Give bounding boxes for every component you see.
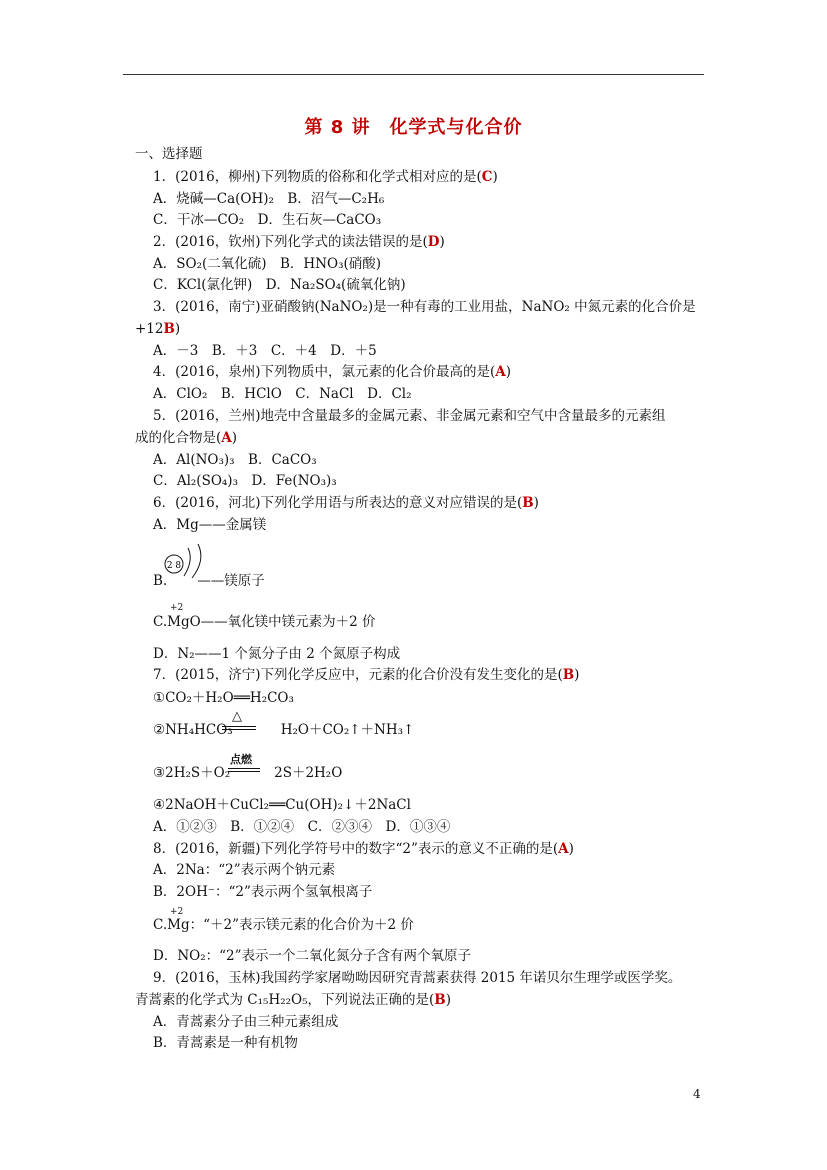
question-3: 3．(2016，南宁)亚硝酸钠(NaNO₂)是一种有毒的工业用盐，NaNO₂ 中氮元素的化合价是 [153, 299, 696, 315]
answer-2: D [427, 234, 440, 250]
header-rule [123, 74, 704, 75]
q6-option-a: A．Mg——金属镁 [153, 517, 267, 533]
q8-option-b: B．2OH⁻：“2”表示两个氢氧根离子 [153, 884, 373, 900]
q8-option-c: C.Mg：“＋2”表示镁元素的化合价为＋2 价 [153, 917, 414, 933]
heat-symbol: △ [232, 709, 242, 724]
question-9: 9．(2016，玉林)我国药学家屠呦呦因研究青蒿素获得 2015 年诺贝尔生理学或医学奖。 [153, 970, 682, 986]
q2-option-ab: A．SO₂(二氧化硫) B．HNO₃(硝酸) [153, 256, 382, 272]
reaction-2: ②NH₄HCO₃ H₂O＋CO₂↑＋NH₃↑ [153, 722, 415, 738]
answer-5: A [221, 430, 232, 446]
question-1: 1．(2016，柳州)下列物质的俗称和化学式相对应的是(C) [153, 169, 498, 185]
q8-option-d: D．NO₂：“2”表示一个二氧化氮分子含有两个氧原子 [153, 948, 472, 964]
valence-mark-mgo: +2 [170, 603, 184, 613]
q9-option-b: B．青蒿素是一种有机物 [153, 1035, 298, 1051]
section-heading: 一、选择题 [135, 146, 203, 162]
q9-option-a: A．青蒿素分子由三种元素组成 [153, 1014, 339, 1030]
ignite-condition: 点燃 [230, 753, 252, 766]
page-number: 4 [693, 1087, 701, 1101]
q3-options: A．－3 B．＋3 C．＋4 D．＋5 [153, 343, 377, 359]
q6-option-b: B. ——镁原子 [153, 573, 265, 589]
q6-option-d: D．N₂——1 个氮分子由 2 个氮原子构成 [153, 646, 401, 662]
answer-3: B [163, 321, 175, 337]
answer-7: B [562, 667, 575, 683]
q2-option-cd: C．KCl(氯化钾) D．Na₂SO₄(硫氧化钠) [153, 277, 406, 293]
answer-8: A [558, 841, 569, 857]
answer-9: B [434, 992, 446, 1008]
q1-option-cd: C．干冰—CO₂ D．生石灰—CaCO₃ [153, 212, 382, 228]
question-2: 2．(2016，钦州)下列化学式的读法错误的是(D) [153, 234, 445, 250]
q8-option-a: A．2Na：“2”表示两个钠元素 [153, 862, 336, 878]
q1-option-ab: A．烧碱—Ca(OH)₂ B．沼气—C₂H₆ [153, 191, 385, 207]
question-7: 7．(2015，济宁)下列化学反应中，元素的化合价没有发生变化的是(B) [153, 667, 580, 683]
question-9-cont: 青蒿素的化学式为 C₁₅H₂₂O₅，下列说法正确的是(B) [135, 992, 451, 1008]
question-5-cont: 成的化合物是(A) [135, 430, 238, 446]
answer-6: B [522, 495, 534, 511]
page-title: 第 8 讲 化学式与化合价 [304, 117, 523, 138]
q5-option-ab: A．Al(NO₃)₃ B．CaCO₃ [153, 452, 317, 468]
question-6: 6．(2016，河北)下列化学用语与所表达的意义对应错误的是(B) [153, 495, 539, 511]
reaction-4: ④2NaOH＋CuCl₂══Cu(OH)₂↓＋2NaCl [153, 797, 411, 813]
reaction-3: ③2H₂S＋O₂ 2S＋2H₂O [153, 765, 343, 781]
question-3-cont: +12B) [135, 321, 181, 337]
answer-1: C [481, 169, 493, 185]
reaction-1: ①CO₂＋H₂O══H₂CO₃ [153, 690, 294, 706]
valence-mark-mg: +2 [170, 907, 184, 917]
nucleus-charge-label: 2 8 [166, 561, 182, 571]
question-4: 4．(2016，泉州)下列物质中，氯元素的化合价最高的是(A) [153, 364, 512, 380]
q5-option-cd: C．Al₂(SO₄)₃ D．Fe(NO₃)₃ [153, 473, 337, 489]
question-8: 8．(2016，新疆)下列化学符号中的数字“2”表示的意义不正确的是(A) [153, 841, 574, 857]
q7-options: A．①②③ B．①②④ C．②③④ D．①③④ [153, 819, 451, 835]
q4-options: A．ClO₂ B．HClO C．NaCl D．Cl₂ [153, 386, 412, 402]
q6-option-c: C.MgO——氧化镁中镁元素为＋2 价 [153, 614, 376, 630]
question-5: 5．(2016，兰州)地壳中含量最多的金属元素、非金属元素和空气中含量最多的元素组 [153, 408, 666, 424]
answer-4: A [495, 364, 506, 380]
